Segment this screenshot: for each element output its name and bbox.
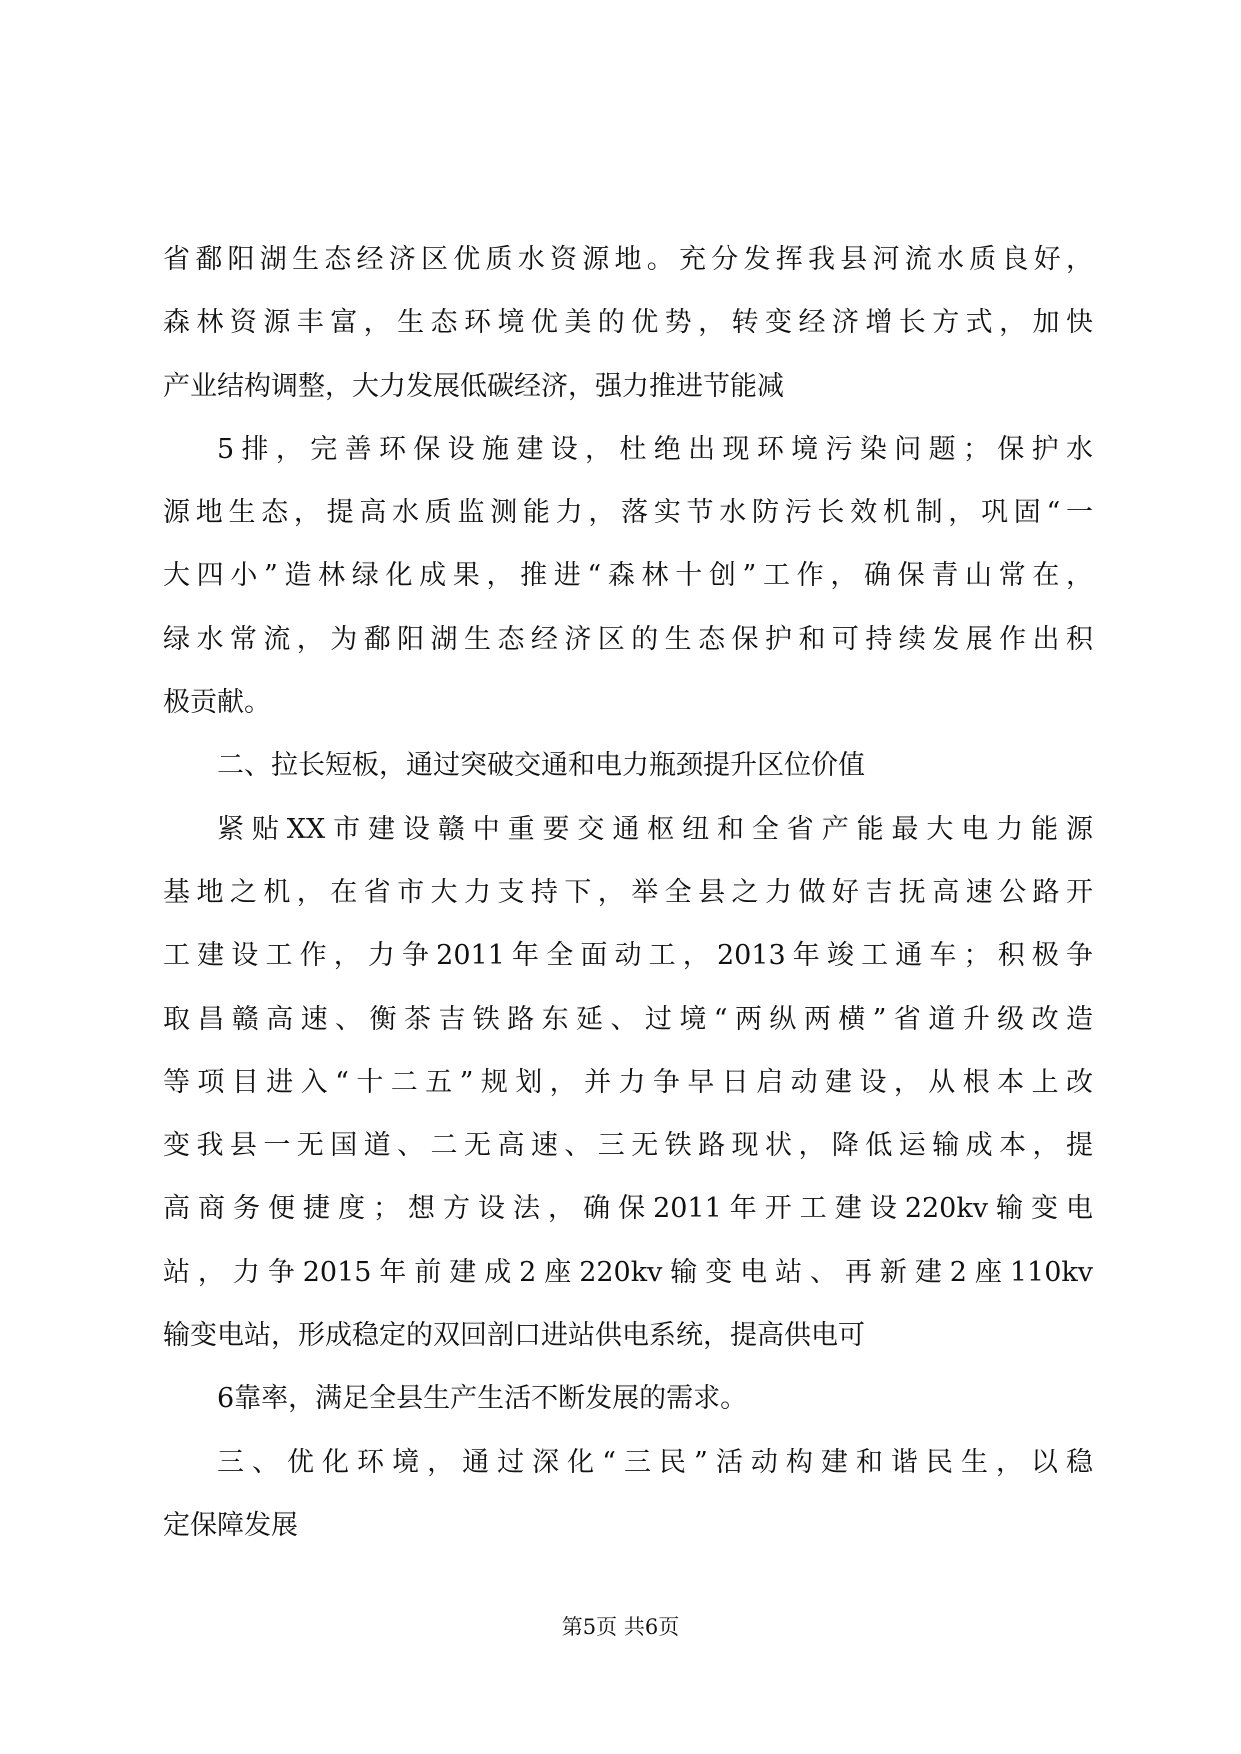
text-line: 输变电站，形成稳定的双回剖口进站供电系统，提高供电可 [163,1320,865,1352]
text-line: 紧贴XX市建设赣中重要交通枢纽和全省产能最大电力能源 [217,813,1093,845]
text-line: 极贡献。 [163,687,271,719]
text-line: 产业结构调整，大力发展低碳经济，强力推进节能减 [163,370,784,402]
text-line: 等项目进入“十二五”规划，并力争早日启动建设，从根本上改 [163,1066,1093,1098]
text-line: 变我县一无国道、二无高速、三无铁路现状，降低运输成本，提 [163,1130,1093,1162]
text-line: 绿水常流，为鄱阳湖生态经济区的生态保护和可持续发展作出积 [163,623,1093,655]
text-line: 基地之机，在省市大力支持下，举全县之力做好吉抚高速公路开 [163,876,1093,908]
text-line: 三、优化环境，通过深化“三民”活动构建和谐民生，以稳 [217,1446,1093,1478]
text-line: 源地生态，提高水质监测能力，落实节水防污长效机制，巩固“一 [163,497,1093,529]
text-line: 6靠率，满足全县生产生活不断发展的需求。 [217,1383,748,1415]
text-line: 定保障发展 [163,1509,298,1541]
text-line: 取昌赣高速、衡茶吉铁路东延、过境“两纵两横”省道升级改造 [163,1003,1093,1035]
page-footer: 第5页 共6页 [561,1615,680,1639]
text-line: 大四小”造林绿化成果，推进“森林十创”工作，确保青山常在， [163,560,1093,592]
text-line: 站，力争2015年前建成2座220kv输变电站、再新建2座110kv [163,1256,1093,1288]
text-line: 5排，完善环保设施建设，杜绝出现环境污染问题；保护水 [217,433,1093,465]
text-line: 省鄱阳湖生态经济区优质水资源地。充分发挥我县河流水质良好， [163,244,1093,275]
document-body [163,228,1093,1557]
text-line: 二、拉长短板，通过突破交通和电力瓶颈提升区位价值 [217,750,865,782]
text-line: 森林资源丰富，生态环境优美的优势，转变经济增长方式，加快 [163,307,1093,339]
text-line: 高商务便捷度；想方设法，确保2011年开工建设220kv输变电 [163,1193,1093,1225]
text-line: 工建设工作，力争2011年全面动工，2013年竣工通车；积极争 [163,940,1093,972]
